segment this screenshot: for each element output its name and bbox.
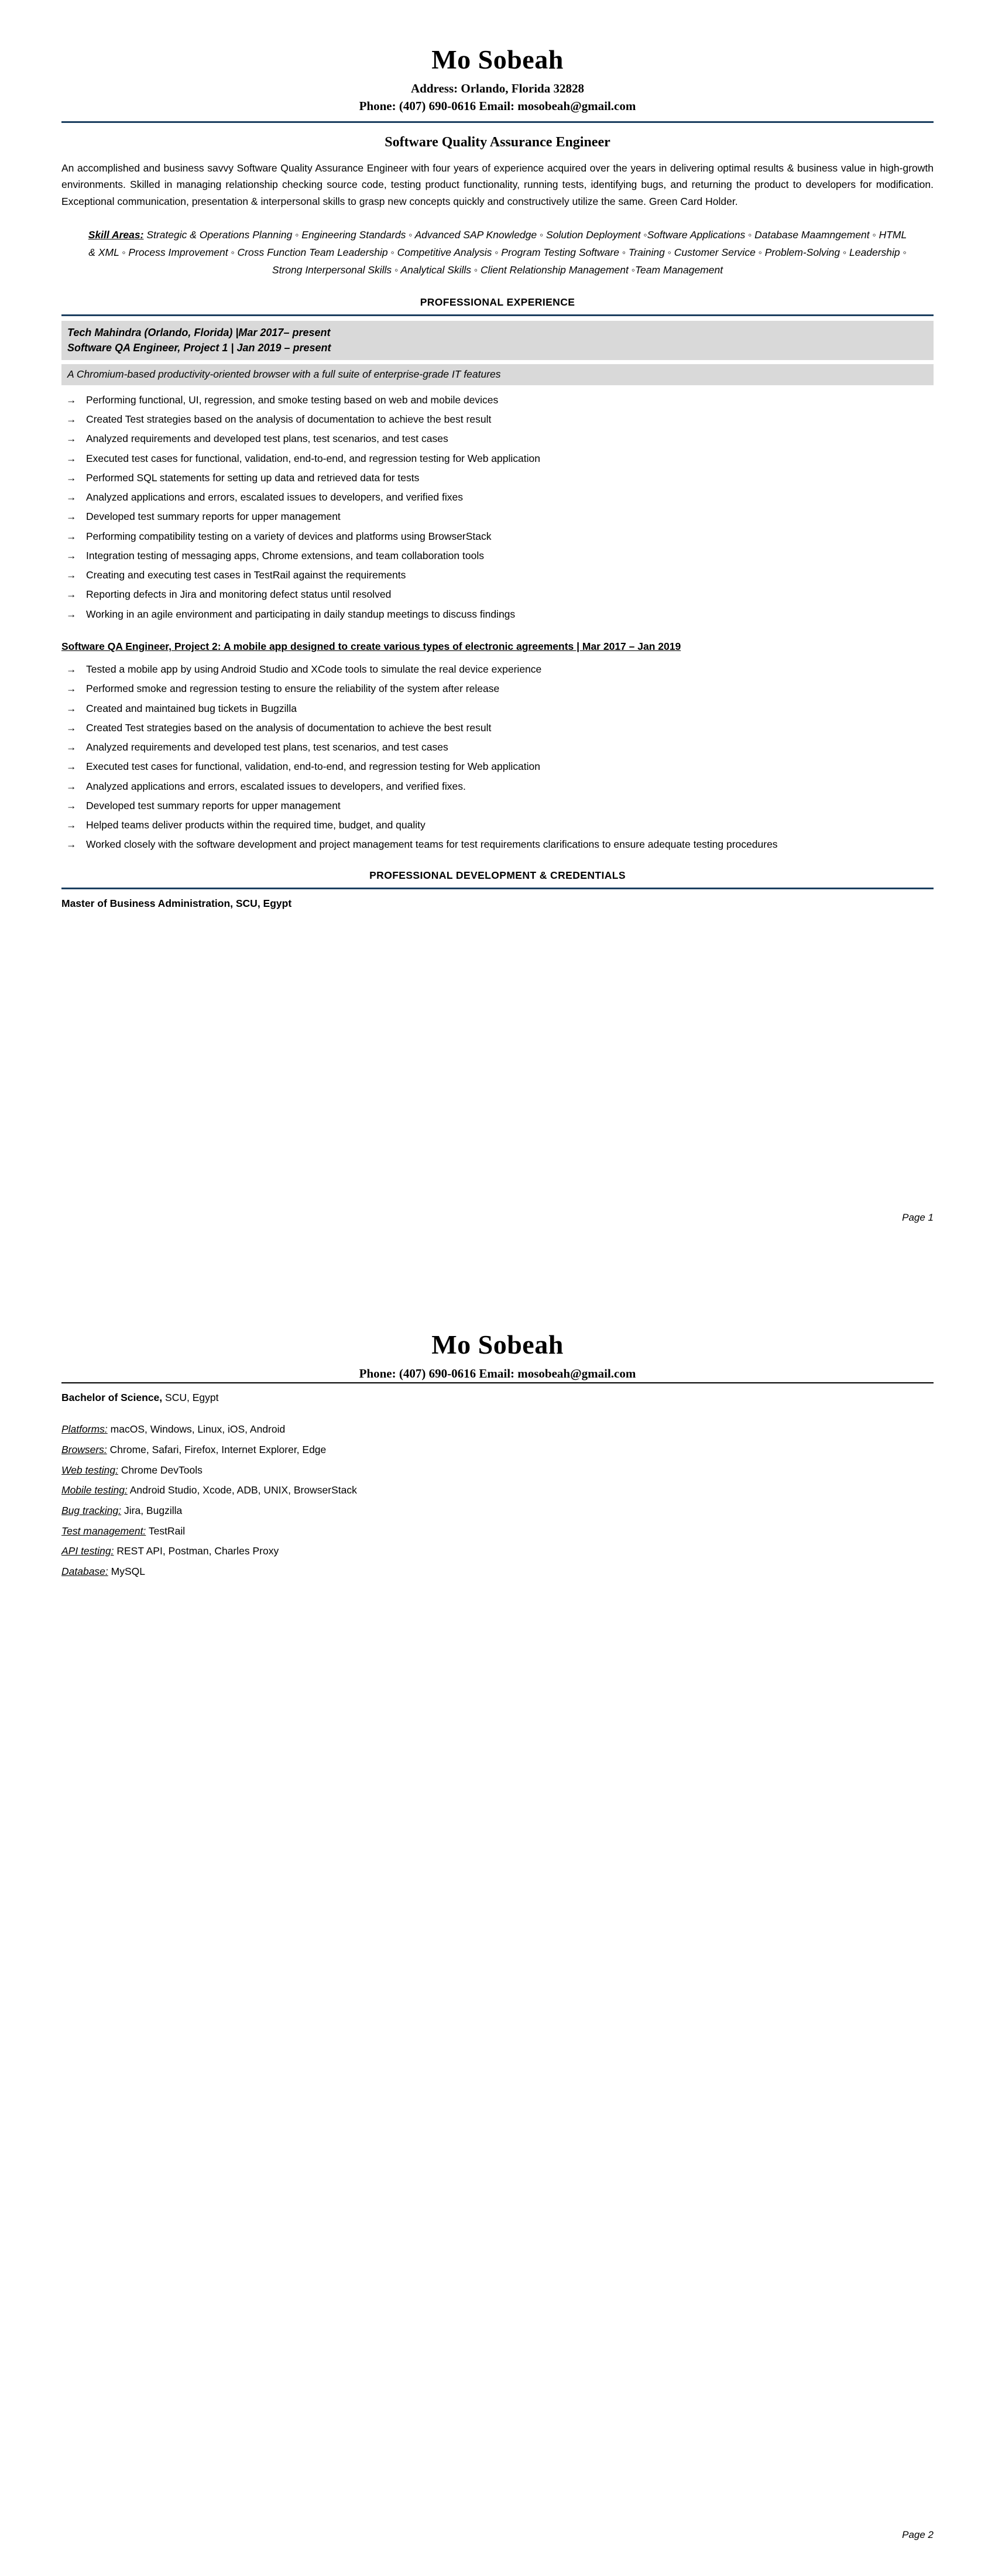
project-1-description: A Chromium-based productivity-oriented browser with a full suite of enterprise-grade IT features: [61, 364, 934, 385]
page-2-header-divider: [61, 1382, 934, 1383]
list-item: [61, 816, 934, 835]
technical-row: [61, 1541, 934, 1561]
professional-summary: An accomplished and business savvy Software Quality Assurance Engineer with four years of experience acquired over the years in delivering optimal results & business value in high-growth environments. Skilled in managing relationship checking source code, testing product functionality, running tests, identifying bugs, and returning the product to developers for modification. Exceptional communication, presentation & interpersonal skills to grasp new concepts quickly and constructively utilize the same. Green Card Holder.: [61, 162, 934, 207]
header-address: Address: Orlando, Florida 32828: [411, 81, 584, 95]
technical-key: Test management:: [61, 1525, 146, 1537]
bullet-text: Performed SQL statements for setting up data and retrieved data for tests: [86, 471, 420, 484]
list-item: [61, 410, 934, 429]
page-number-2: Page 2: [902, 2529, 934, 2540]
technical-key: Web testing:: [61, 1464, 118, 1476]
experience-divider: [61, 314, 934, 316]
skill-areas-text: Strategic & Operations Planning ◦ Engineering Standards ◦ Advanced SAP Knowledge ◦ Solution Deployment ◦Software Applications ◦ Database Maamngement ◦ HTML & XML ◦ Process Improvement ◦ Cross Function Team Leadership ◦ Competitive Analysis ◦ Program Testing Software ◦ Training ◦ Customer Service ◦ Problem-Solving ◦ Leadership ◦ Strong Interpersonal Skills ◦ Analytical Skills ◦ Client Relationship Management ◦Team Management: [88, 228, 907, 276]
job-title: Software Quality Assurance Engineer: [385, 134, 610, 150]
section-heading-development: PROFESSIONAL DEVELOPMENT & CREDENTIALS: [369, 869, 626, 881]
header-divider: [61, 121, 934, 123]
technical-row: [61, 1501, 934, 1521]
technical-key: API testing:: [61, 1545, 114, 1557]
arrow-icon: →: [66, 530, 77, 542]
arrow-icon: →: [66, 702, 77, 714]
arrow-icon: →: [66, 491, 77, 503]
bullet-text: Analyzed applications and errors, escalated issues to developers, and verified fixes.: [86, 780, 466, 792]
list-item: [61, 546, 934, 565]
bullet-text: Created and maintained bug tickets in Bugzilla: [86, 702, 297, 714]
arrow-icon: →: [66, 761, 77, 773]
list-item: [61, 698, 934, 718]
list-item: [61, 488, 934, 507]
technical-value: macOS, Windows, Linux, iOS, Android: [107, 1423, 286, 1436]
list-item: [61, 585, 934, 604]
bullet-text: Created Test strategies based on the analysis of documentation to achieve the best result: [86, 413, 492, 426]
page-2-title: Mo Sobeah: [431, 1330, 564, 1359]
technical-value: REST API, Postman, Charles Proxy: [114, 1545, 279, 1557]
bullet-text: Analyzed applications and errors, escalated issues to developers, and verified fixes: [86, 491, 463, 503]
arrow-icon: →: [66, 721, 77, 734]
list-item: [61, 757, 934, 776]
list-item: [61, 679, 934, 698]
arrow-icon: →: [66, 393, 77, 406]
header-phone-email: Phone: (407) 690-0616 Email: mosobeah@gmail.com: [359, 99, 636, 114]
arrow-icon: →: [66, 838, 77, 851]
technical-value: Chrome, Safari, Firefox, Internet Explorer, Edge: [107, 1444, 327, 1456]
education-bachelors: [61, 1392, 934, 1404]
technical-key: Platforms:: [61, 1423, 108, 1436]
arrow-icon: →: [66, 471, 77, 484]
development-divider: [61, 888, 934, 889]
list-item: [61, 468, 934, 487]
technical-key: Browsers:: [61, 1444, 107, 1456]
project-2-bullet-list: [61, 660, 934, 855]
bullet-text: Tested a mobile app by using Android Studio and XCode tools to simulate the real device experience: [86, 663, 542, 675]
bullet-text: Integration testing of messaging apps, Chrome extensions, and team collaboration tools: [86, 549, 484, 561]
arrow-icon: →: [66, 741, 77, 753]
technical-key: Bug tracking:: [61, 1504, 122, 1516]
technical-key: Mobile testing:: [61, 1484, 128, 1496]
bullet-text: Performing functional, UI, regression, and smoke testing based on web and mobile devices: [86, 393, 499, 406]
bullet-text: Created Test strategies based on the analysis of documentation to achieve the best result: [86, 721, 492, 734]
bullet-text: Executed test cases for functional, validation, end-to-end, and regression testing for Web application: [86, 452, 540, 464]
project-1-bullet-list: [61, 390, 934, 624]
bullet-text: Analyzed requirements and developed test plans, test scenarios, and test cases: [86, 433, 448, 445]
technical-row: [61, 1460, 934, 1481]
skill-areas-label: Skill Areas:: [88, 228, 144, 241]
resume-page-2: [0, 1288, 995, 2576]
page-number-1: Page 1: [902, 1212, 934, 1223]
arrow-icon: →: [66, 683, 77, 695]
technical-value: Android Studio, Xcode, ADB, UNIX, BrowserStack: [127, 1484, 357, 1496]
list-item: [61, 448, 934, 468]
bullet-text: Helped teams deliver products within the required time, budget, and quality: [86, 819, 426, 831]
arrow-icon: →: [66, 588, 77, 601]
page-2-phone-email: Phone: (407) 690-0616 Email: mosobeah@gmail.com: [359, 1366, 636, 1381]
technical-value: TestRail: [146, 1525, 186, 1537]
list-item: [61, 604, 934, 624]
employer-band: [61, 321, 934, 360]
page-2-content: [0, 1288, 995, 1581]
arrow-icon: →: [66, 452, 77, 464]
arrow-icon: →: [66, 780, 77, 792]
education-bachelors-degree: Bachelor of Science,: [61, 1392, 163, 1404]
bullet-text: Worked closely with the software development and project management teams for test requirements clarifications to ensure adequate testing procedures: [86, 838, 778, 851]
technical-value: MySQL: [108, 1565, 145, 1577]
list-item: [61, 776, 934, 796]
list-item: [61, 835, 934, 854]
list-item: [61, 526, 934, 546]
bullet-text: Developed test summary reports for upper management: [86, 799, 341, 811]
bullet-text: Analyzed requirements and developed test plans, test scenarios, and test cases: [86, 741, 448, 753]
technical-key: Database:: [61, 1565, 108, 1577]
page-1-content: [0, 0, 995, 910]
bullet-text: Reporting defects in Jira and monitoring defect status until resolved: [86, 588, 392, 601]
page-2-contact: [61, 1365, 934, 1382]
bullet-text: Performed smoke and regression testing to ensure the reliability of the system after release: [86, 683, 500, 695]
education-bachelors-school: SCU, Egypt: [162, 1392, 219, 1404]
employer-line: Tech Mahindra (Orlando, Florida) |Mar 2017– present: [67, 327, 331, 339]
project-2-heading: Software QA Engineer, Project 2: A mobile app designed to create various types of electronic agreements | Mar 2017 – Jan 2019: [61, 640, 681, 653]
role-line: Software QA Engineer, Project 1 | Jan 2019 – present: [67, 342, 331, 354]
technical-row: [61, 1561, 934, 1582]
list-item: [61, 390, 934, 409]
list-item: [61, 796, 934, 815]
arrow-icon: →: [66, 799, 77, 811]
education-masters: Master of Business Administration, SCU, Egypt: [61, 898, 292, 909]
skill-areas-block: [61, 226, 934, 279]
list-item: [61, 738, 934, 757]
technical-value: Chrome DevTools: [118, 1464, 203, 1476]
section-heading-experience: PROFESSIONAL EXPERIENCE: [420, 296, 575, 309]
arrow-icon: →: [66, 549, 77, 561]
arrow-icon: →: [66, 819, 77, 831]
technical-row: [61, 1440, 934, 1460]
bullet-text: Performing compatibility testing on a variety of devices and platforms using BrowserStack: [86, 530, 492, 542]
bullet-text: Executed test cases for functional, validation, end-to-end, and regression testing for Web application: [86, 761, 540, 773]
bullet-text: Working in an agile environment and participating in daily standup meetings to discuss findings: [86, 608, 516, 620]
page-title: Mo Sobeah: [431, 44, 564, 74]
list-item: [61, 429, 934, 448]
list-item: [61, 566, 934, 585]
list-item: [61, 718, 934, 737]
arrow-icon: →: [66, 569, 77, 581]
technical-row: [61, 1419, 934, 1440]
arrow-icon: →: [66, 608, 77, 620]
technical-value: Jira, Bugzilla: [121, 1504, 183, 1516]
list-item: [61, 507, 934, 526]
arrow-icon: →: [66, 663, 77, 675]
arrow-icon: →: [66, 433, 77, 445]
bullet-text: Creating and executing test cases in TestRail against the requirements: [86, 569, 406, 581]
bullet-text: Developed test summary reports for upper management: [86, 511, 341, 523]
list-item: [61, 660, 934, 679]
technical-skills-list: [61, 1419, 934, 1581]
arrow-icon: →: [66, 511, 77, 523]
header-contact-block: [61, 80, 934, 115]
technical-row: [61, 1521, 934, 1542]
arrow-icon: →: [66, 413, 77, 426]
technical-row: [61, 1480, 934, 1501]
